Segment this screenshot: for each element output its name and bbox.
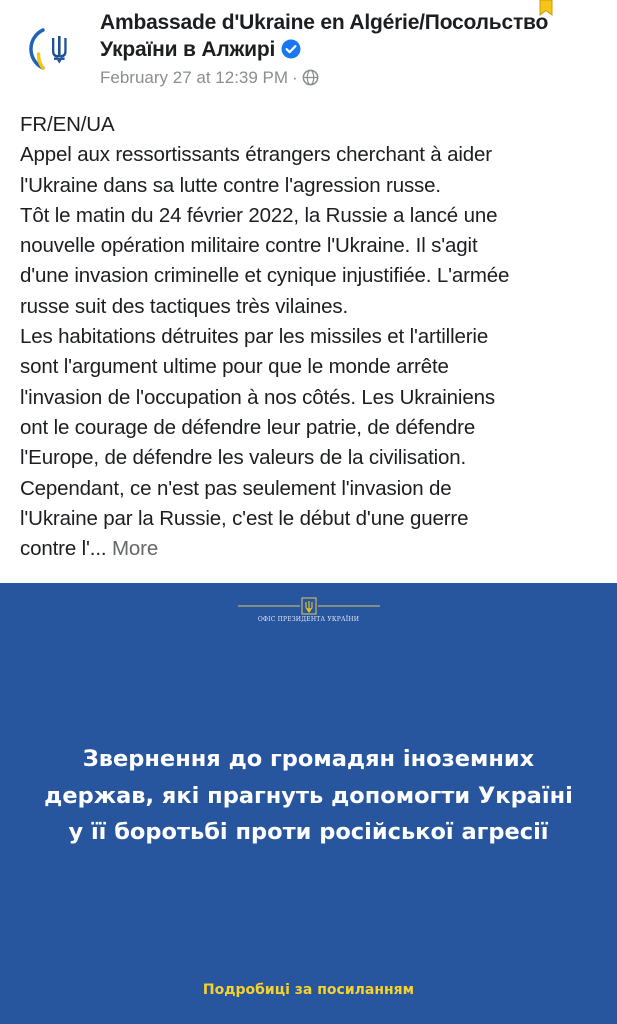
post-text-line: d'une invasion criminelle et cynique injustifiée. L'armée xyxy=(20,264,510,288)
post-timestamp[interactable]: February 27 at 12:39 PM xyxy=(100,68,289,87)
post-text-line: l'Europe, de défendre les valeurs de la civilisation. xyxy=(20,446,467,470)
meta-separator: · xyxy=(292,68,298,87)
post-text-line: Cependant, ce n'est pas seulement l'invasion de xyxy=(20,476,452,500)
post-meta xyxy=(100,67,319,89)
appeal-title-line: у її боротьбі проти російської агресії xyxy=(68,819,549,845)
trident-icon xyxy=(306,601,312,612)
post-text-line: FR/EN/UA xyxy=(20,113,115,136)
post-text-line: ont le courage de défendre leur patrie, de défendre xyxy=(20,415,476,439)
details-link[interactable]: Подробиці за посиланням xyxy=(202,982,415,998)
post-text-line: l'Ukraine dans sa lutte contre l'agression russe. xyxy=(20,173,441,197)
bookmark-icon[interactable] xyxy=(538,0,554,16)
post-text-line: l'Ukraine par la Russie, c'est le début d'une guerre xyxy=(20,506,469,530)
appeal-title xyxy=(0,741,617,851)
post-text-line: nouvelle opération militaire contre l'Ukraine. Il s'agit xyxy=(20,234,478,258)
page-name-line1: Ambassade d'Ukraine en Algérie/Посольство xyxy=(100,11,549,34)
post-text-line: Appel aux ressortissants étrangers cherchant à aider xyxy=(20,143,492,167)
embassy-logo-icon xyxy=(20,14,90,84)
post-text-line: l'invasion de l'occupation à nos côtés. Les Ukrainiens xyxy=(20,385,495,409)
page-avatar[interactable] xyxy=(20,14,90,84)
post-text-line: Les habitations détruites par les missiles et l'artillerie xyxy=(20,325,489,349)
verified-badge-icon xyxy=(281,39,301,59)
page-name-line2: України в Алжирі xyxy=(100,38,276,61)
appeal-title-line: держав, які прагнуть допомогти Україні xyxy=(44,782,573,809)
president-office-caption: ОФІС ПРЕЗИДЕНТА УКРАЇНИ xyxy=(257,616,360,623)
post-text-line: Tôt le matin du 24 février 2022, la Russie a lancé une xyxy=(20,203,498,227)
post-header xyxy=(0,0,617,100)
appeal-title-line: Звернення до громадян іноземних xyxy=(82,746,535,772)
post-text-last-line xyxy=(20,534,606,564)
post-image[interactable] xyxy=(0,583,617,1024)
post-text-line: sont l'argument ultime pour que le monde arrête xyxy=(20,355,449,379)
truncated-text: contre l'... xyxy=(20,537,107,561)
post-message xyxy=(20,110,606,564)
page-name[interactable] xyxy=(100,9,612,63)
post-text-line: russe suit des tactiques très vilaines. xyxy=(20,294,348,318)
see-more-link[interactable]: More xyxy=(111,537,159,561)
globe-icon[interactable] xyxy=(302,69,319,86)
